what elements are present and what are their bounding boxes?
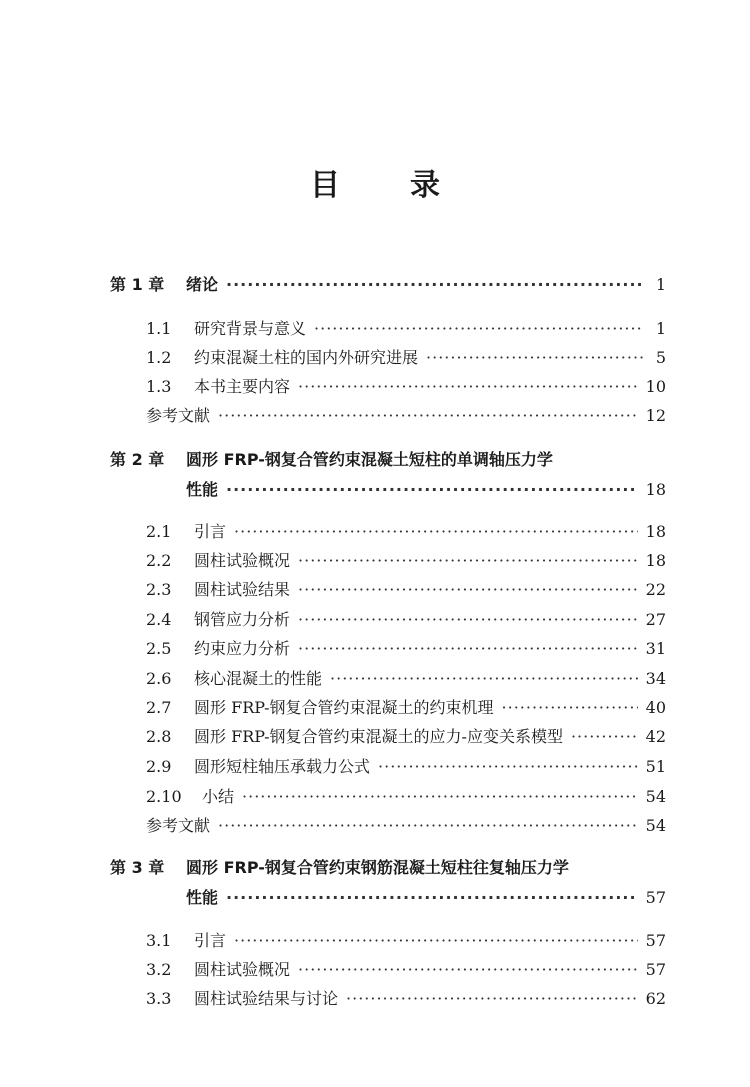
- section-title: 参考文献: [146, 406, 211, 425]
- section-number: 2.9: [146, 757, 172, 776]
- section-number: 2.5: [146, 639, 172, 658]
- section-title: 引言: [194, 522, 227, 541]
- section-number: 3.3: [146, 989, 172, 1008]
- section-number: 3.2: [146, 960, 172, 979]
- section-title: 圆柱试验概况: [194, 551, 291, 570]
- section-number: 2.6: [146, 669, 172, 688]
- dot-leader: [234, 522, 638, 541]
- page-number: 1: [655, 319, 666, 338]
- toc-section-2-10[interactable]: [146, 784, 666, 807]
- section-title: 参考文献: [146, 816, 211, 835]
- page-number: 18: [645, 551, 666, 570]
- section-title: 圆柱试验结果: [194, 580, 291, 599]
- chapter-number: 第 1 章: [110, 275, 165, 294]
- page-number: 57: [645, 931, 666, 950]
- page-number: 1: [655, 275, 666, 294]
- dot-leader: [502, 698, 638, 717]
- section-title: 约束应力分析: [194, 639, 291, 658]
- page-number: 31: [645, 639, 666, 658]
- section-title: 小结: [202, 787, 235, 806]
- chapter-title-cont: 性能: [186, 480, 219, 499]
- chapter-title: 圆形 FRP-钢复合管约束混凝土短柱的单调轴压力学: [186, 450, 553, 469]
- section-title: 核心混凝土的性能: [194, 669, 323, 688]
- page-number: 54: [645, 787, 666, 806]
- section-number: 2.7: [146, 698, 172, 717]
- section-title: 圆柱试验概况: [194, 960, 291, 979]
- toc-section-1-1[interactable]: [146, 316, 666, 339]
- dot-leader: [242, 787, 638, 806]
- chapter-title: 圆形 FRP-钢复合管约束钢筋混凝土短柱往复轴压力学: [186, 858, 569, 877]
- dot-leader: [378, 757, 638, 776]
- dot-leader: [298, 610, 638, 629]
- toc-section-2-8[interactable]: [146, 724, 666, 747]
- page-number: 51: [645, 757, 666, 776]
- page-number: 18: [645, 480, 666, 499]
- section-number: 2.10: [146, 787, 182, 806]
- section-number: 2.3: [146, 580, 172, 599]
- page-number: 40: [645, 698, 666, 717]
- chapter-number: 第 3 章: [110, 858, 165, 877]
- dot-leader: [298, 377, 638, 396]
- title-char-1: 目: [310, 168, 340, 203]
- page-number: 22: [645, 580, 666, 599]
- section-title: 圆柱试验结果与讨论: [194, 989, 339, 1008]
- dot-leader: [298, 639, 638, 658]
- section-title: 圆形 FRP-钢复合管约束混凝土的应力-应变关系模型: [194, 727, 563, 746]
- dot-leader: [226, 480, 638, 499]
- dot-leader: [218, 406, 638, 425]
- page-number: 12: [645, 406, 666, 425]
- section-number: 2.1: [146, 522, 172, 541]
- toc-section-1-3[interactable]: [146, 374, 666, 397]
- toc-section-3-1[interactable]: [146, 928, 666, 951]
- section-number: 3.1: [146, 931, 172, 950]
- page-number: 18: [645, 522, 666, 541]
- toc-section-2-3[interactable]: [146, 577, 666, 600]
- section-number: 2.2: [146, 551, 172, 570]
- toc-chapter-3-line2[interactable]: [186, 885, 666, 908]
- toc-section-2-6[interactable]: [146, 666, 666, 689]
- section-title: 圆形短柱轴压承载力公式: [194, 757, 371, 776]
- toc-section-2-2[interactable]: [146, 548, 666, 571]
- section-title: 钢管应力分析: [194, 610, 291, 629]
- dot-leader: [346, 989, 638, 1008]
- page-number: 10: [645, 377, 666, 396]
- chapter-number: 第 2 章: [110, 450, 165, 469]
- section-title: 圆形 FRP-钢复合管约束混凝土的约束机理: [194, 698, 494, 717]
- section-title: 研究背景与意义: [194, 319, 307, 338]
- toc-section-2-9[interactable]: [146, 754, 666, 777]
- dot-leader: [571, 727, 638, 746]
- toc-section-2-5[interactable]: [146, 636, 666, 659]
- section-title: 引言: [194, 931, 227, 950]
- toc-chapter-1[interactable]: [110, 272, 666, 295]
- section-number: 1.2: [146, 348, 172, 367]
- dot-leader: [314, 319, 644, 338]
- toc-section-2-4[interactable]: [146, 607, 666, 630]
- page-number: 34: [645, 669, 666, 688]
- toc-section-1-2[interactable]: [146, 345, 666, 368]
- title-char-2: 录: [410, 168, 440, 203]
- chapter-title-cont: 性能: [186, 888, 219, 907]
- page-number: 62: [645, 989, 666, 1008]
- page-number: 42: [645, 727, 666, 746]
- page-number: 5: [655, 348, 666, 367]
- section-number: 2.4: [146, 610, 172, 629]
- dot-leader: [234, 931, 638, 950]
- dot-leader: [298, 551, 638, 570]
- page-title: [0, 160, 750, 204]
- toc-section-3-2[interactable]: [146, 957, 666, 980]
- toc-section-2-1[interactable]: [146, 519, 666, 542]
- dot-leader: [226, 888, 638, 907]
- toc-section-3-3[interactable]: [146, 986, 666, 1009]
- section-title: 约束混凝土柱的国内外研究进展: [194, 348, 419, 367]
- page-number: 54: [645, 816, 666, 835]
- dot-leader: [226, 275, 644, 294]
- toc-chapter-2-line1[interactable]: [110, 447, 553, 470]
- dot-leader: [298, 960, 638, 979]
- toc-section-2-7[interactable]: [146, 695, 666, 718]
- page-number: 57: [645, 888, 666, 907]
- chapter-title: 绪论: [186, 275, 219, 294]
- section-number: 1.1: [146, 319, 172, 338]
- toc-references-2[interactable]: [146, 813, 666, 836]
- toc-chapter-3-line1[interactable]: [110, 855, 569, 878]
- section-title: 本书主要内容: [194, 377, 291, 396]
- dot-leader: [218, 816, 638, 835]
- section-number: 2.8: [146, 727, 172, 746]
- page-number: 27: [645, 610, 666, 629]
- dot-leader: [426, 348, 644, 367]
- toc-chapter-2-line2[interactable]: [186, 477, 666, 500]
- page-number: 57: [645, 960, 666, 979]
- section-number: 1.3: [146, 377, 172, 396]
- dot-leader: [330, 669, 638, 688]
- dot-leader: [298, 580, 638, 599]
- toc-references-1[interactable]: [146, 403, 666, 426]
